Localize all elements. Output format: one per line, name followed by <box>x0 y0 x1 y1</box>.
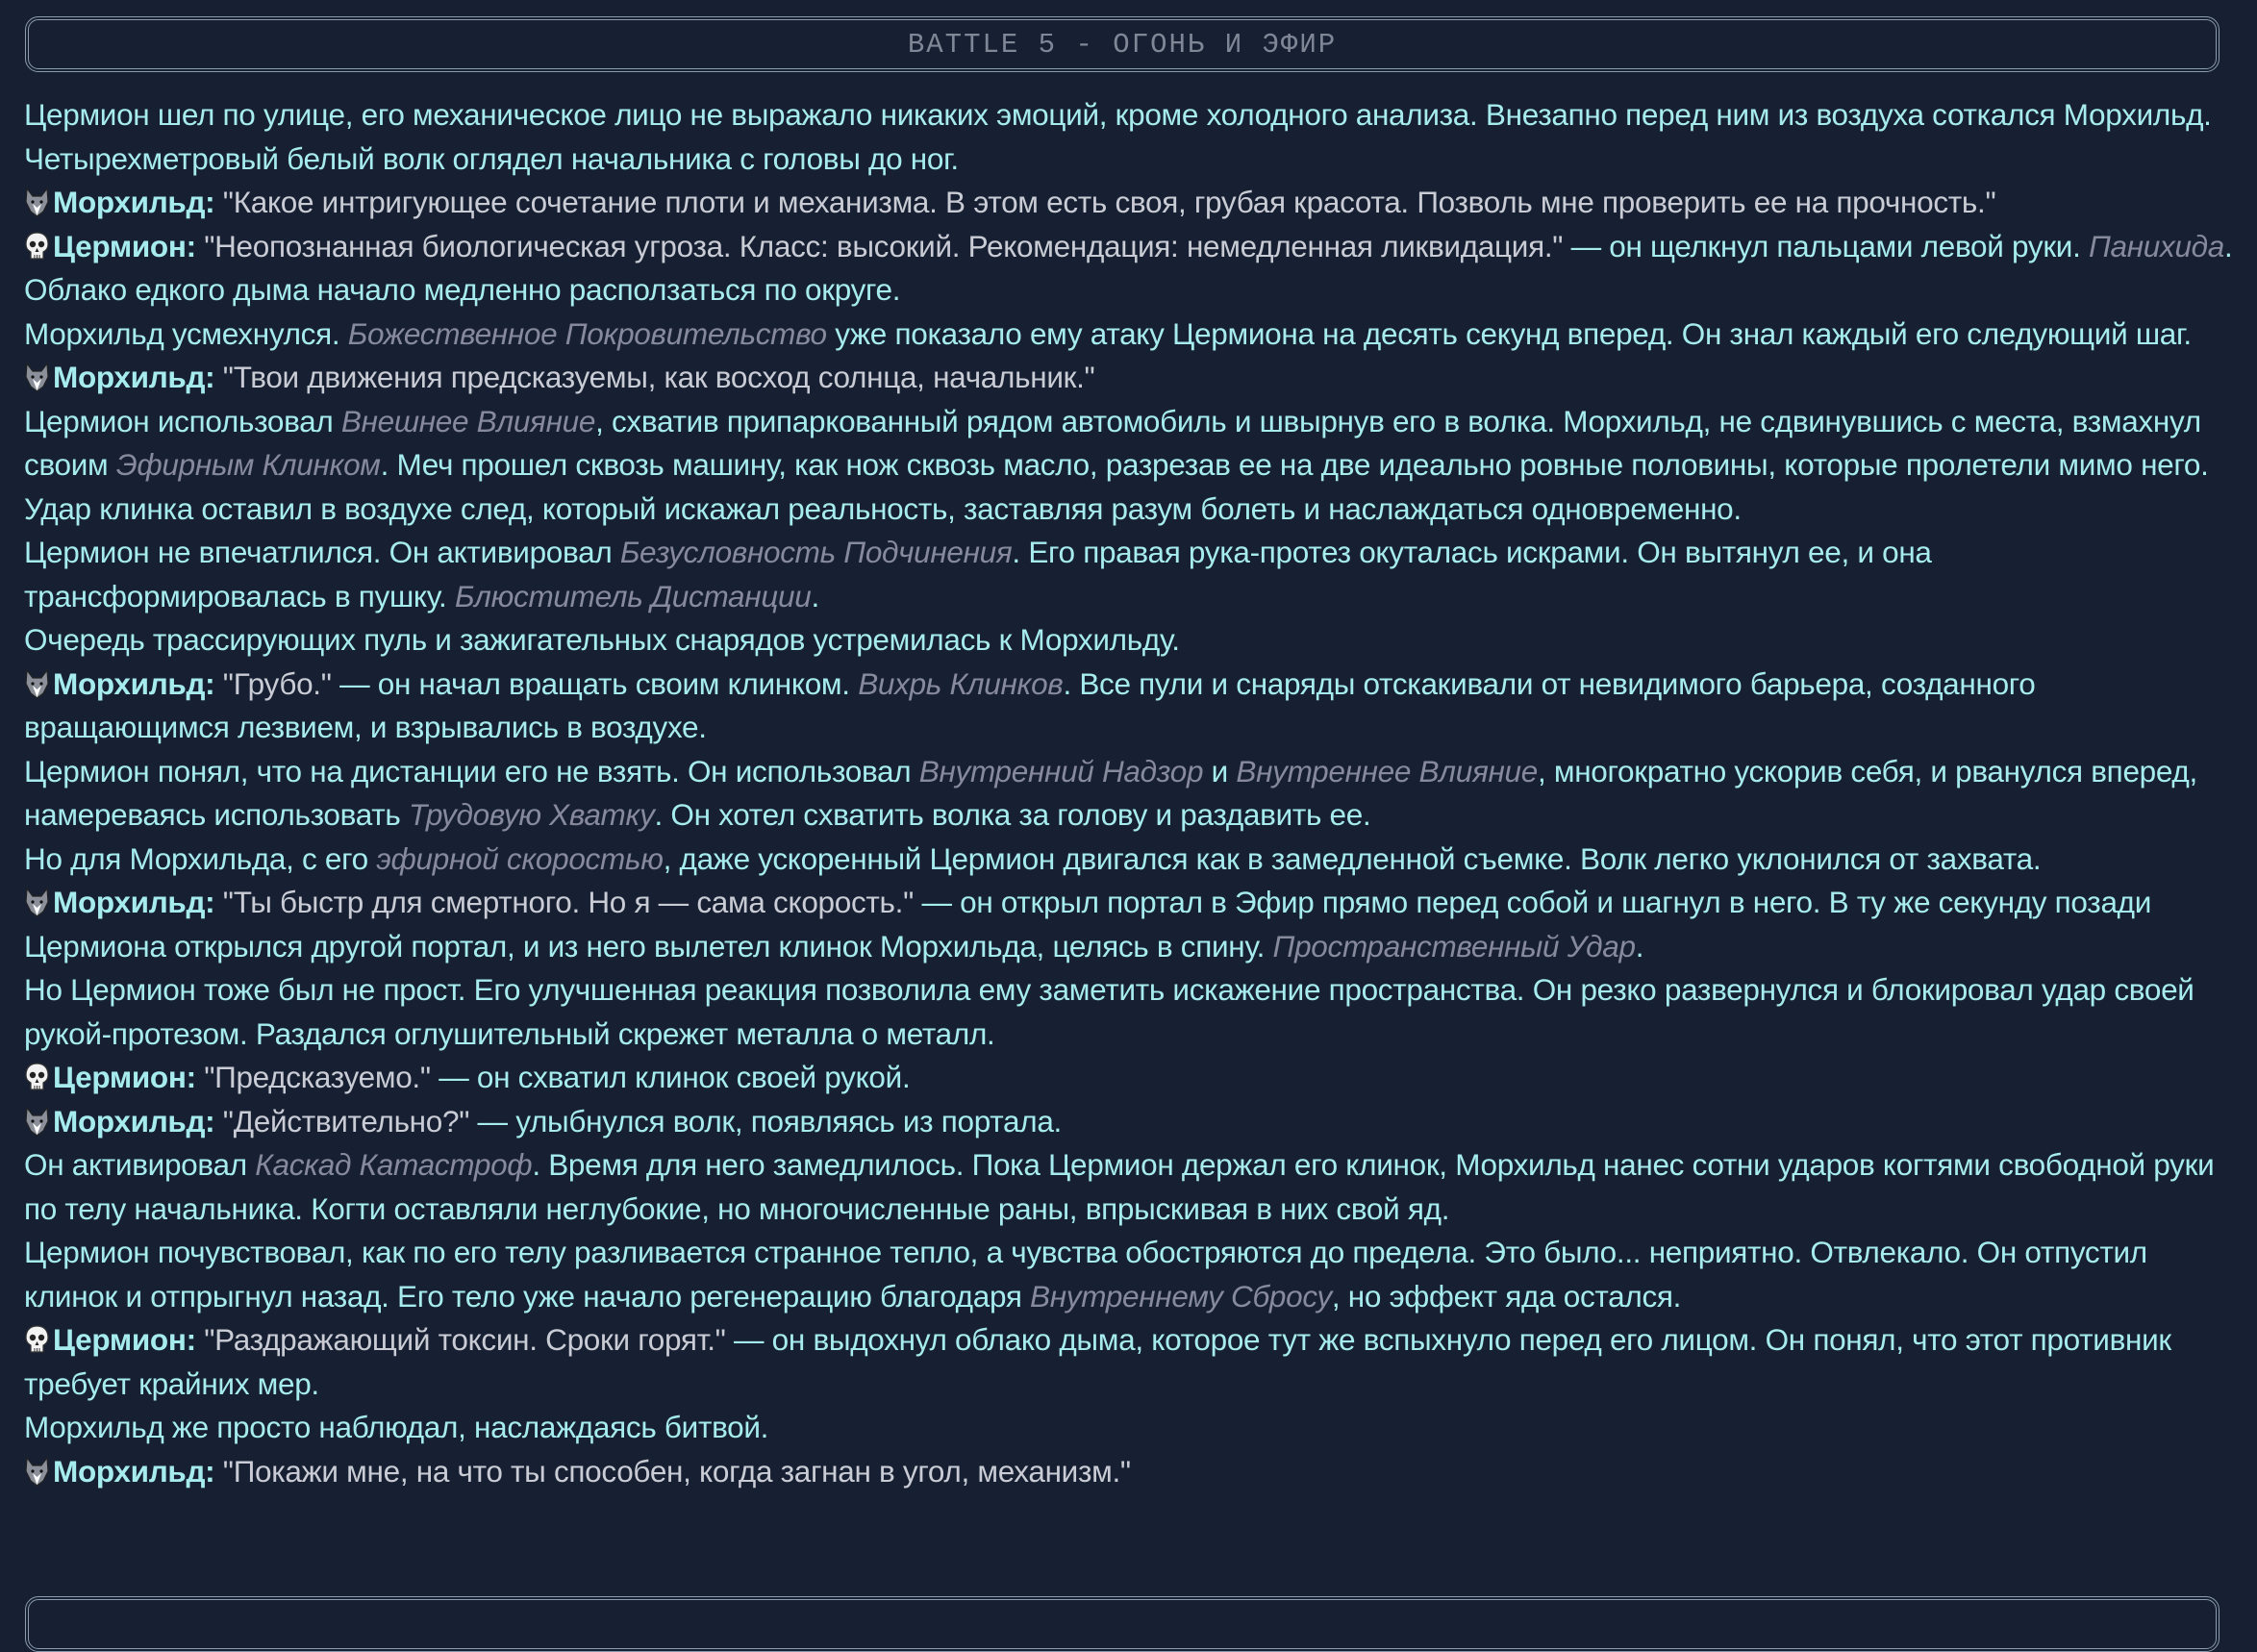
speaker-name: Морхильд: <box>53 1453 215 1489</box>
skill-name: Панихида <box>2089 228 2224 263</box>
battle-story <box>24 93 2236 1493</box>
narration-text: . Его правая рука-протез окуталась искрами. Он вытянул ее, и она трансформировалась в пушку. <box>24 535 1932 613</box>
speech-text: "Какое интригующее сочетание плоти и механизма. В этом есть своя, грубая красота. Позволь мне проверить ее на прочность." <box>214 185 1996 219</box>
speech-text: "Предсказуемо." <box>195 1060 431 1094</box>
narration-text: Он активировал <box>24 1147 256 1182</box>
narration-text: Но для Морхильда, с его <box>24 840 377 876</box>
narration-paragraph <box>24 400 2236 532</box>
skill-name: Внутреннее Влияние <box>1236 753 1538 788</box>
dialogue-line <box>24 663 2236 750</box>
skill-name: Вихрь Клинков <box>858 665 1064 701</box>
narration-text: — улыбнулся волк, появляясь из портала. <box>469 1103 1062 1139</box>
speech-text: "Ты быстр для смертного. Но я — сама скорость." <box>214 885 914 919</box>
skull-icon <box>24 1061 50 1091</box>
dialogue-line <box>24 181 2236 225</box>
wolf-icon <box>24 667 50 698</box>
narration-text: . Он хотел схватить волка за голову и раздавить ее. <box>654 797 1371 832</box>
speech-text: "Действительно?" <box>214 1103 470 1139</box>
narration-text: . Все пули и снаряды отскакивали от невидимого барьера, созданного вращающимся лезвием, и взрывались в воздухе. <box>24 665 2036 744</box>
narration-paragraph <box>24 1406 2236 1450</box>
narration-text: Цермион не впечатлился. Он активировал <box>24 535 620 569</box>
skill-name: Блюститель Дистанции <box>454 578 812 613</box>
wolf-icon <box>24 886 50 916</box>
speech-text: "Твои движения предсказуемы, как восход солнца, начальник." <box>214 360 1095 394</box>
narration-text: — он выдохнул облако дыма, которое тут же вспыхнуло перед его лицом. Он понял, что этот противник требует крайних мер. <box>24 1322 2171 1401</box>
wolf-icon <box>24 186 50 216</box>
dialogue-line <box>24 1100 2236 1144</box>
dialogue-line <box>24 356 2236 400</box>
speaker-name: Цермион: <box>53 1322 196 1357</box>
narration-text: уже показало ему атаку Цермиона на десять секунд вперед. Он знал каждый его следующий шаг. <box>826 315 2192 351</box>
narration-paragraph <box>24 93 2236 181</box>
dialogue-line <box>24 881 2236 968</box>
dialogue-line <box>24 1056 2236 1100</box>
skill-name: Пространственный Удар <box>1272 928 1636 964</box>
narration-text: Цермион использовал <box>24 403 341 438</box>
narration-paragraph <box>24 1231 2236 1318</box>
speaker-name: Морхильд: <box>53 665 215 701</box>
skull-icon <box>24 1323 50 1354</box>
wolf-icon <box>24 1105 50 1136</box>
narration-paragraph <box>24 313 2236 357</box>
dialogue-line <box>24 1318 2236 1406</box>
skill-name: Внутренний Надзор <box>918 753 1204 788</box>
speaker-name: Цермион: <box>53 228 196 263</box>
speech-text: "Покажи мне, на что ты способен, когда загнан в угол, механизм." <box>214 1453 1131 1489</box>
wolf-icon <box>24 1455 50 1486</box>
skill-name: Внешнее Влияние <box>340 403 596 438</box>
next-section-box <box>25 1596 2219 1652</box>
speaker-name: Цермион: <box>53 1060 196 1094</box>
speaker-name: Морхильд: <box>53 185 215 219</box>
narration-text: , даже ускоренный Цермион двигался как в замедленной съемке. Волк легко уклонился от захвата. <box>663 840 2042 876</box>
narration-text: Цермион почувствовал, как по его телу разливается странное тепло, а чувства обостряются до предела. Это было... неприятно. Отвлекало. Он отпустил клинок и отпрыгнул назад. Его тело уже начало регенерацию благодаря <box>24 1235 2147 1314</box>
narration-paragraph <box>24 531 2236 618</box>
narration-text: . <box>1635 928 1644 964</box>
battle-title: BATTLE 5 - ОГОНЬ И ЭФИР <box>907 28 1338 61</box>
narration-text: Цермион шел по улице, его механическое лицо не выражало никаких эмоций, кроме холодного анализа. Внезапно перед ним из воздуха соткался Морхильд. Четырехметровый белый волк оглядел начальника с головы до ног. <box>24 97 2212 176</box>
skill-name: Божественное Покровительство <box>347 315 827 351</box>
speaker-name: Морхильд: <box>53 360 215 394</box>
skill-name: Эфирным Клинком <box>115 447 381 482</box>
skill-name: Каскад Катастроф <box>255 1147 533 1182</box>
narration-text: , но эффект яда остался. <box>1331 1278 1682 1314</box>
narration-text: — он начал вращать своим клинком. <box>331 665 859 701</box>
narration-text: . <box>811 578 819 613</box>
speech-text: "Грубо." <box>214 665 332 701</box>
narration-text: — он схватил клинок своей рукой. <box>430 1060 911 1094</box>
narration-text: Но Цермион тоже был не прост. Его улучшенная реакция позволила ему заметить искажение пространства. Он резко развернулся и блокировал удар своей рукой-протезом. Раздался оглушительный скрежет металла о металл. <box>24 972 2194 1051</box>
narration-text: , многократно ускорив себя, и рванулся вперед, намереваясь использовать <box>24 753 2197 832</box>
skill-name: Безусловность Подчинения <box>619 535 1013 569</box>
narration-paragraph <box>24 968 2236 1056</box>
dialogue-line <box>24 1450 2236 1494</box>
skill-name: Трудовую Хватку <box>408 797 655 832</box>
narration-paragraph <box>24 750 2236 838</box>
narration-text: Морхильд же просто наблюдал, наслаждаясь битвой. <box>24 1410 769 1444</box>
speaker-name: Морхильд: <box>53 885 215 919</box>
narration-paragraph <box>24 1143 2236 1231</box>
narration-text: — он открыл портал в Эфир прямо перед собой и шагнул в него. В ту же секунду позади Цермиона открылся другой портал, и из него вылетел клинок Морхильда, целясь в спину. <box>24 885 2152 964</box>
narration-text: . Облако едкого дыма начало медленно расползаться по округе. <box>24 228 2233 307</box>
battle-title-box <box>25 16 2219 72</box>
narration-text: Цермион понял, что на дистанции его не взять. Он использовал <box>24 753 919 788</box>
speech-text: "Неопознанная биологическая угроза. Класс: высокий. Рекомендация: немедленная ликвидация." <box>195 228 1564 263</box>
narration-text: , схватив припаркованный рядом автомобиль и швырнув его в волка. Морхильд, не сдвинувшись с места, взмахнул своим <box>24 403 2201 482</box>
narration-paragraph <box>24 838 2236 882</box>
narration-text: Очередь трассирующих пуль и зажигательных снарядов устремилась к Морхильду. <box>24 622 1180 657</box>
skill-name: Внутреннему Сбросу <box>1030 1278 1332 1314</box>
dialogue-line <box>24 225 2236 313</box>
narration-text: . Время для него замедлилось. Пока Цермион держал его клинок, Морхильд нанес сотни ударов когтями свободной руки по телу начальника. Когти оставляли неглубокие, но многочисленные раны, впрыскивая в них свой яд. <box>24 1147 2215 1226</box>
narration-text: Морхильд усмехнулся. <box>24 315 348 351</box>
narration-text: — он щелкнул пальцами левой руки. <box>1563 228 2089 263</box>
narration-paragraph <box>24 618 2236 663</box>
speaker-name: Морхильд: <box>53 1103 215 1139</box>
skill-name: эфирной скоростью <box>376 840 664 876</box>
skull-icon <box>24 230 50 261</box>
narration-text: . Меч прошел сквозь машину, как нож сквозь масло, разрезав ее на две идеально ровные половины, которые пролетели мимо него. Удар клинка оставил в воздухе след, который искажал реальность, заставляя разум болеть и наслаждаться одновременно. <box>24 447 2209 526</box>
wolf-icon <box>24 361 50 391</box>
narration-text: и <box>1203 753 1237 788</box>
speech-text: "Раздражающий токсин. Сроки горят." <box>195 1322 726 1357</box>
